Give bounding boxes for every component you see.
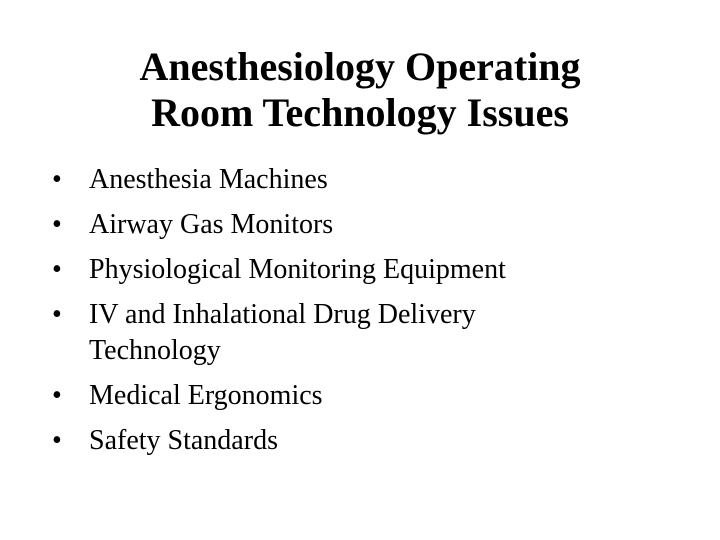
title-line-1: Anesthesiology Operating — [139, 44, 581, 89]
title-line-2: Room Technology Issues — [151, 90, 569, 135]
bullet-text: Medical Ergonomics — [89, 380, 323, 411]
bullet-item-iv-inhalational-drug-delivery — [52, 297, 559, 369]
bullet-text: Airway Gas Monitors — [89, 209, 334, 240]
bullet-text: Physiological Monitoring Equipment — [89, 254, 506, 285]
bullet-icon: • — [52, 425, 62, 456]
bullet-item-anesthesia-machines — [52, 162, 672, 198]
bullet-item-airway-gas-monitors — [52, 207, 672, 243]
bullet-text: Safety Standards — [89, 425, 278, 456]
bullet-icon: • — [52, 209, 62, 240]
bullet-icon: • — [52, 164, 62, 195]
bullet-item-physiological-monitoring-equipment — [52, 252, 672, 288]
bullet-item-medical-ergonomics — [52, 378, 672, 414]
bullet-icon: • — [52, 380, 62, 411]
bullet-text: IV and Inhalational Drug Delivery Technology — [89, 299, 476, 366]
bullet-icon: • — [52, 254, 62, 285]
slide-title — [60, 44, 660, 136]
bullet-list — [52, 162, 672, 468]
bullet-icon: • — [52, 299, 62, 330]
bullet-item-safety-standards — [52, 423, 672, 459]
bullet-text: Anesthesia Machines — [89, 164, 328, 195]
